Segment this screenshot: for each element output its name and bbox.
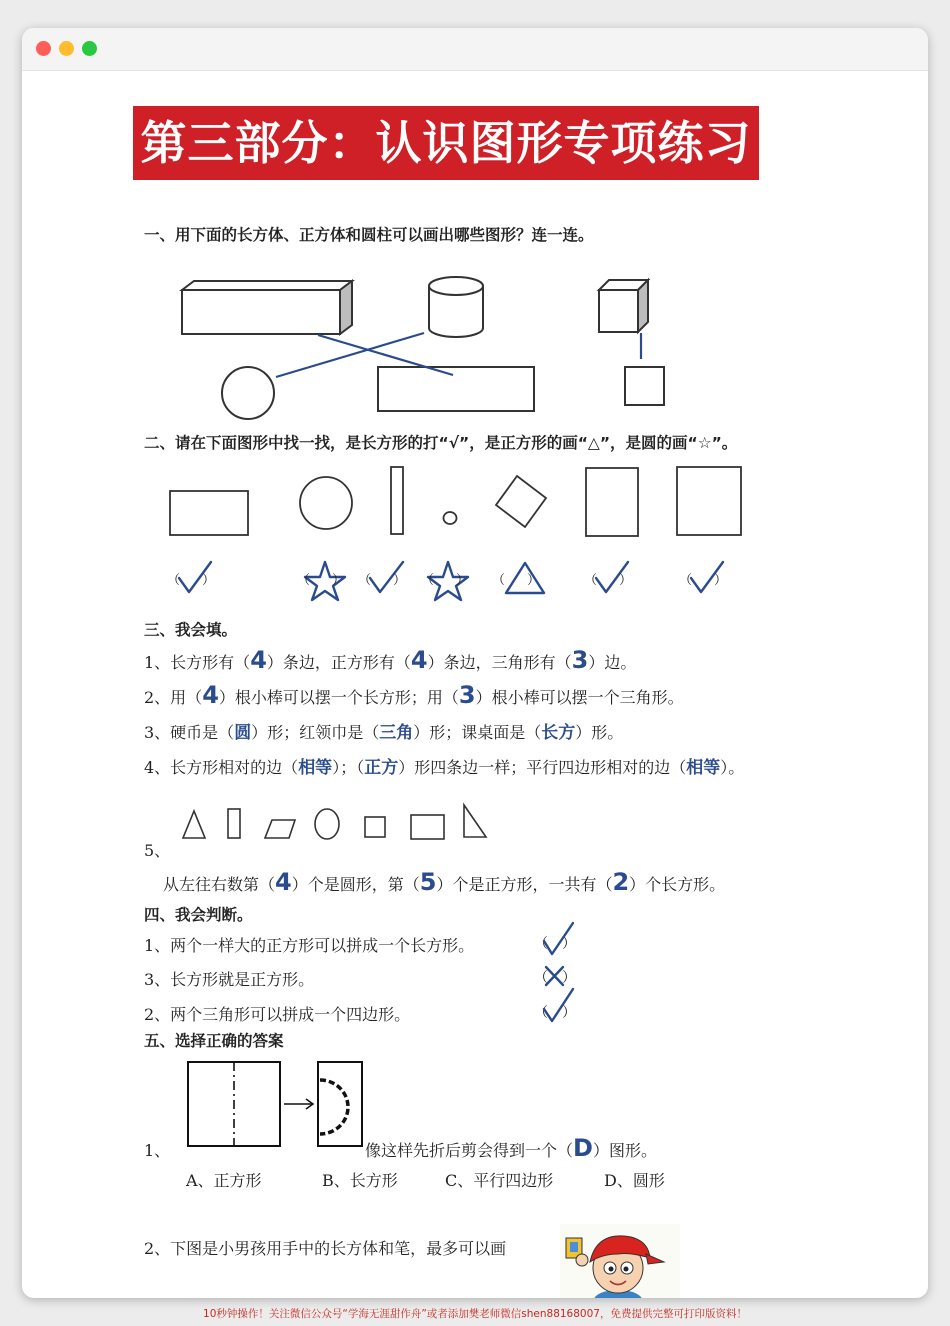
q5-answer-1: D	[573, 1134, 593, 1162]
q4-heading: 四、我会判断。	[144, 906, 253, 924]
q5-option-b: B、长方形	[322, 1171, 398, 1190]
maximize-window-button[interactable]	[82, 41, 97, 56]
q3-answer-2a: 4	[202, 681, 219, 709]
q5-option-c: C、平行四边形	[445, 1171, 554, 1190]
q3-answer-4a: 相等	[298, 758, 333, 778]
q2-paren-3: （ ）	[358, 573, 407, 588]
q5-option-a: A、正方形	[186, 1171, 262, 1190]
q3-line-2: 2、用（4）根小棒可以摆一个长方形；用（3）根小棒可以摆一个三角形。	[144, 681, 684, 709]
worksheet-title-banner: 第三部分：认识图形专项练习	[133, 106, 759, 180]
q3-answer-5c: 2	[612, 868, 630, 896]
q5-fold-cut-figure	[22, 71, 928, 1298]
q4-paren-2: （ ）	[534, 970, 576, 986]
q5-item-2: 2、下图是小男孩用手中的长方体和笔，最多可以画	[144, 1239, 507, 1258]
q1-heading: 一、用下面的长方体、正方体和圆柱可以画出哪些图形？连一连。	[144, 226, 594, 244]
q3-line-5: 从左往右数第（4）个是圆形，第（5）个是正方形，一共有（2）个长方形。	[163, 868, 726, 896]
q3-answer-4c: 相等	[686, 758, 721, 778]
boy-with-cuboid-illustration	[560, 1224, 680, 1298]
q3-answer-1a: 4	[250, 646, 267, 674]
q5-option-d: D、圆形	[604, 1171, 665, 1190]
q4-paren-1: （ ）	[534, 936, 576, 952]
q3-heading: 三、我会填。	[144, 621, 238, 639]
q3-line-1: 1、长方形有（4）条边，正方形有（4）条边，三角形有（3）边。	[144, 646, 637, 674]
q3-line-3: 3、硬币是（圆）形；红领巾是（三角）形；课桌面是（长方）形。	[144, 723, 624, 743]
q3-answer-1b: 4	[410, 646, 428, 674]
q5-item-1-number: 1、	[144, 1141, 171, 1160]
q4-item-1: 1、两个一样大的正方形可以拼成一个长方形。	[144, 936, 475, 955]
q2-paren-6: （ ）	[584, 573, 633, 588]
q5-heading: 五、选择正确的答案	[144, 1032, 284, 1050]
q4-paren-3: （ ）	[534, 1005, 576, 1021]
worksheet-page	[22, 71, 928, 1298]
q4-item-3: 2、两个三角形可以拼成一个四边形。	[144, 1005, 411, 1024]
q3-answer-5a: 4	[275, 868, 292, 896]
q2-paren-5: （ ）	[492, 573, 541, 588]
promo-footer: 10秒钟操作！关注微信公众号“学海无涯甜作舟”或者添加樊老师微信shen88168007，免费提供完整可打印版资料！	[203, 1308, 747, 1320]
q4-item-2: 3、长方形就是正方形。	[144, 970, 315, 989]
q2-paren-4: （ ）	[421, 573, 470, 588]
close-window-button[interactable]	[36, 41, 51, 56]
q3-answer-4b: 正方	[364, 758, 399, 778]
q2-heading: 二、请在下面图形中找一找，是长方形的打“√”，是正方形的画“△”，是圆的画“☆”。	[144, 434, 738, 452]
q2-paren-1: （ ）	[167, 573, 216, 588]
q2-paren-2: （ ）	[297, 573, 346, 588]
q2-paren-7: （ ）	[679, 573, 728, 588]
q3-answer-5b: 5	[419, 868, 437, 896]
browser-window	[22, 28, 928, 1298]
q3-answer-3a: 圆	[234, 723, 252, 743]
window-titlebar	[22, 28, 928, 71]
minimize-window-button[interactable]	[59, 41, 74, 56]
q3-answer-3c: 长方	[541, 723, 576, 743]
q3-line-4: 4、长方形相对的边（相等）；（正方）形四条边一样；平行四边形相对的边（相等）。	[144, 758, 745, 778]
q3-answer-3b: 三角	[379, 723, 414, 743]
q3-line-5-number: 5、	[144, 841, 171, 860]
q5-item-1: 像这样先折后剪会得到一个（D）图形。	[365, 1134, 657, 1162]
q3-answer-2b: 3	[458, 681, 476, 709]
q5-cut-line	[320, 1080, 348, 1134]
q3-answer-1c: 3	[571, 646, 589, 674]
